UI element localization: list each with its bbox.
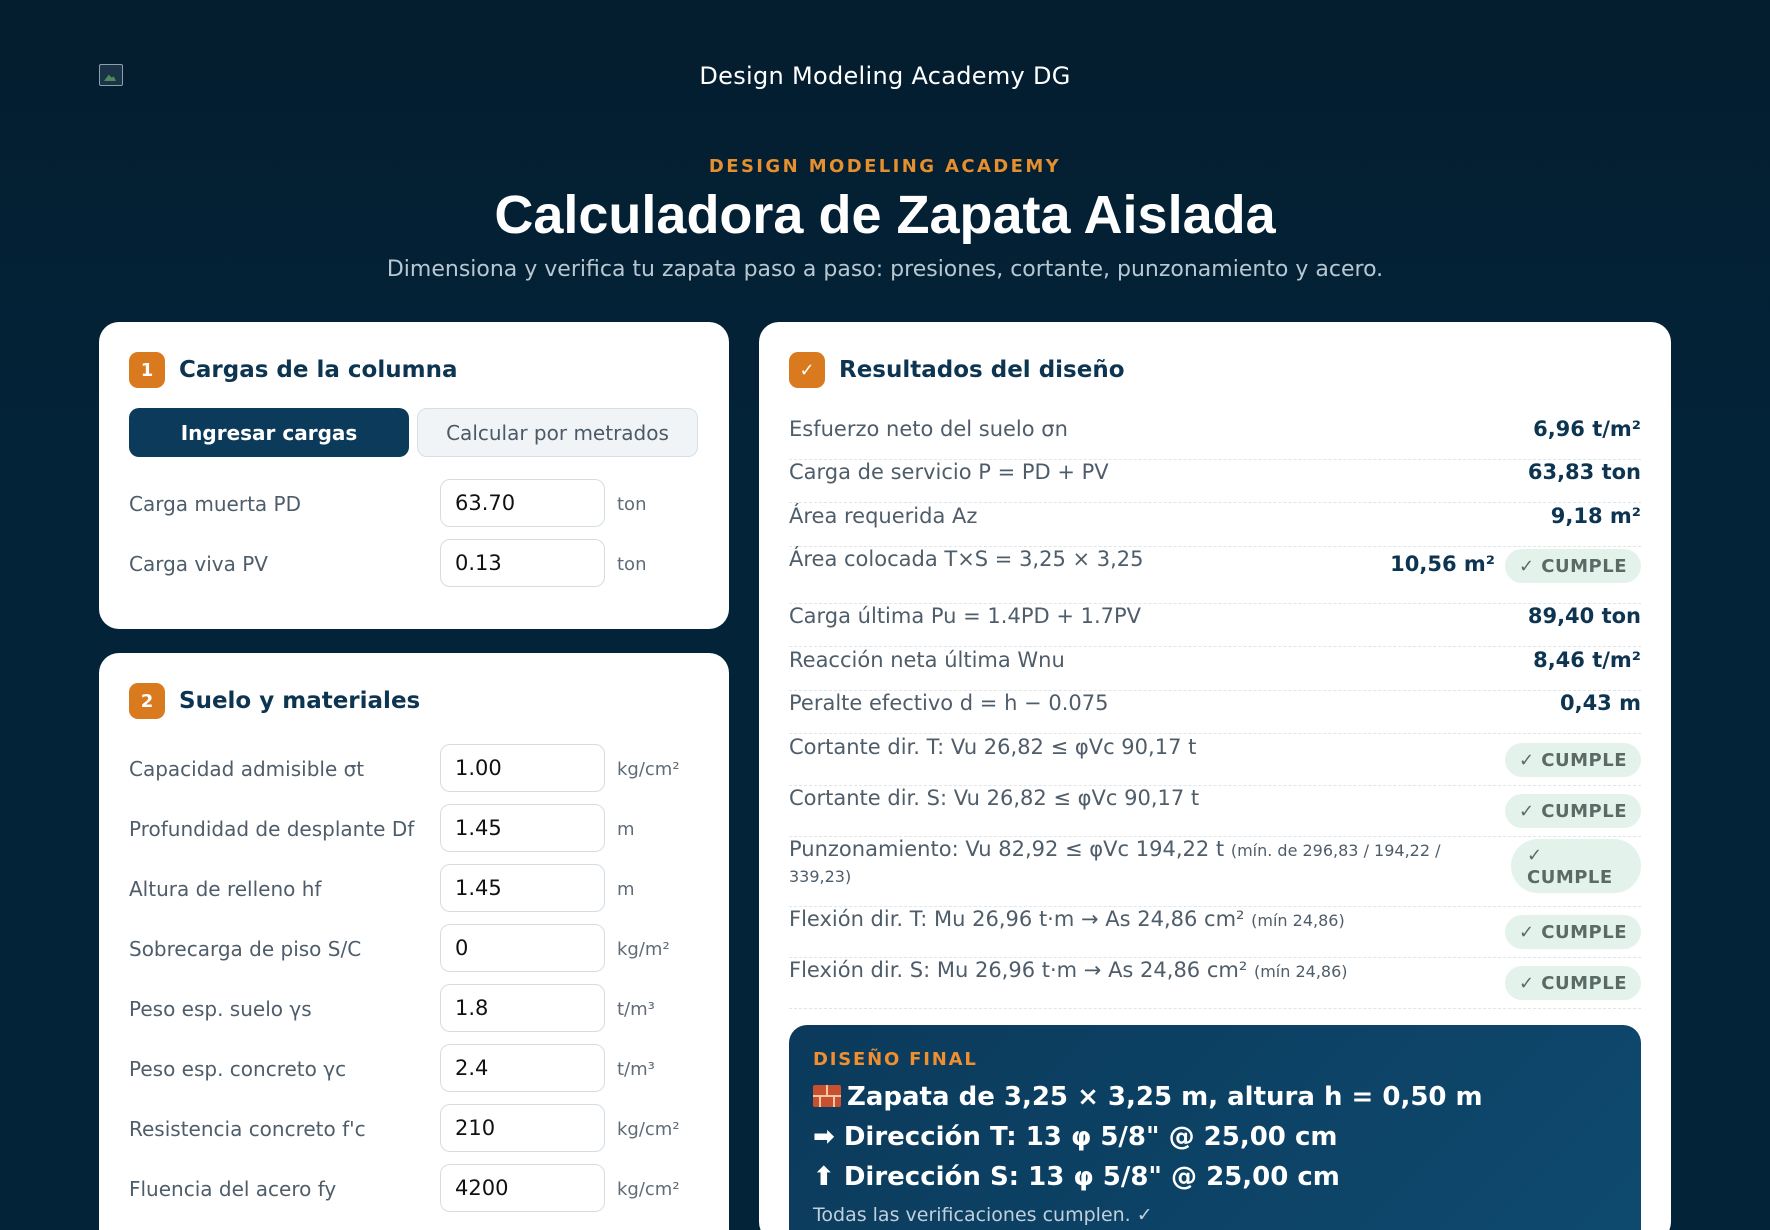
result-row: [789, 786, 1641, 837]
result-label-main: Punzonamiento: Vu 82,92 ≤ φVc 194,22 t: [789, 837, 1225, 861]
result-label: Reacción neta última Wnu: [789, 648, 1065, 672]
result-label-note: (mín. de 296,83 / 194,22 / 339,23): [789, 841, 1441, 886]
result-label-note: (mín 24,86): [1251, 911, 1345, 930]
step-badge-2: 2: [129, 683, 165, 719]
result-label: [789, 958, 1348, 982]
site-name[interactable]: Design Modeling Academy DG: [699, 62, 1071, 90]
result-row: [789, 417, 1641, 460]
result-value: 8,46 t/m²: [1533, 648, 1641, 672]
result-value: 63,83 ton: [1527, 460, 1641, 484]
cargas-card-title: Cargas de la columna: [179, 357, 458, 383]
result-row: [789, 958, 1641, 1009]
field-unit: kg/m²: [617, 939, 670, 960]
field-unit: t/m³: [617, 1059, 655, 1080]
field-label: Profundidad de desplante Df: [129, 817, 415, 841]
result-label: [789, 907, 1345, 931]
result-label: Peralte efectivo d = h − 0.075: [789, 691, 1109, 715]
result-label: Esfuerzo neto del suelo σn: [789, 417, 1068, 441]
status-badge: ✓ CUMPLE: [1505, 743, 1641, 777]
final-design-dir-t: ➡ Dirección T: 13 φ 5/8" @ 25,00 cm: [813, 1122, 1338, 1152]
page-title: Calculadora de Zapata Aislada: [494, 185, 1276, 245]
status-badge-text: CUMPLE: [1527, 867, 1613, 888]
brick-icon: [813, 1085, 841, 1107]
page-eyebrow: DESIGN MODELING ACADEMY: [708, 156, 1062, 177]
field-fluencia-acero: [129, 1164, 699, 1212]
field-unit: ton: [617, 494, 647, 515]
result-value: 0,43 m: [1559, 691, 1641, 715]
field-label: Carga viva PV: [129, 552, 268, 576]
suelo-card: [99, 653, 729, 1230]
result-row: [789, 691, 1641, 734]
final-design-footing: [813, 1082, 1617, 1112]
result-label: Carga última Pu = 1.4PD + 1.7PV: [789, 604, 1142, 628]
field-unit: kg/cm²: [617, 759, 680, 780]
final-design-footing-text: Zapata de 3,25 × 3,25 m, altura h = 0,50 m: [847, 1082, 1483, 1112]
carga-muerta-input[interactable]: [440, 479, 605, 527]
result-value: 10,56 m²: [1390, 552, 1495, 576]
field-profundidad-desplante: [129, 804, 699, 852]
result-value: 89,40 ton: [1527, 604, 1641, 628]
result-label: Carga de servicio P = PD + PV: [789, 460, 1109, 484]
result-label: Cortante dir. T: Vu 26,82 ≤ φVc 90,17 t: [789, 735, 1197, 759]
cargas-card: [99, 322, 729, 629]
cargas-card-header: [129, 352, 699, 388]
status-badge: [1511, 839, 1641, 893]
field-carga-viva: [129, 539, 699, 587]
result-label: [789, 837, 1489, 889]
status-badge: ✓ CUMPLE: [1505, 966, 1641, 1000]
field-resistencia-concreto: [129, 1104, 699, 1152]
status-badge: ✓ CUMPLE: [1505, 794, 1641, 828]
field-unit: kg/cm²: [617, 1119, 680, 1140]
field-label: Fluencia del acero fy: [129, 1177, 337, 1201]
field-carga-muerta: [129, 479, 699, 527]
result-row: [789, 547, 1641, 604]
page-subtitle: Dimensiona y verifica tu zapata paso a paso: presiones, cortante, punzonamiento y acero.: [386, 257, 1384, 282]
profundidad-desplante-input[interactable]: [440, 804, 605, 852]
field-peso-concreto: [129, 1044, 699, 1092]
result-label-main: Flexión dir. T: Mu 26,96 t·m → As 24,86 cm²: [789, 907, 1245, 931]
final-design-eyebrow: DISEÑO FINAL: [813, 1049, 978, 1070]
top-bar: [0, 0, 1770, 150]
field-unit: m: [617, 819, 635, 840]
status-badge-check: ✓: [1527, 845, 1543, 866]
result-row: [789, 460, 1641, 503]
tab-ingresar-cargas[interactable]: Ingresar cargas: [129, 408, 409, 457]
field-unit: m: [617, 879, 635, 900]
field-capacidad-admisible: [129, 744, 699, 792]
field-label: Resistencia concreto f'c: [129, 1117, 366, 1141]
suelo-card-header: [129, 683, 699, 719]
field-sobrecarga-piso: [129, 924, 699, 972]
fluencia-acero-input[interactable]: [440, 1164, 605, 1212]
altura-relleno-input[interactable]: [440, 864, 605, 912]
result-label: Cortante dir. S: Vu 26,82 ≤ φVc 90,17 t: [789, 786, 1200, 810]
result-label: Área requerida Az: [789, 504, 978, 528]
capacidad-admisible-input[interactable]: [440, 744, 605, 792]
resultados-card-header: [789, 352, 1641, 388]
result-label-main: Flexión dir. S: Mu 26,96 t·m → As 24,86 cm²: [789, 958, 1248, 982]
result-row: [789, 504, 1641, 547]
field-label: Peso esp. suelo γs: [129, 997, 312, 1021]
tab-calcular-por-metrados[interactable]: Calcular por metrados: [417, 408, 698, 457]
peso-concreto-input[interactable]: [440, 1044, 605, 1092]
suelo-card-title: Suelo y materiales: [179, 688, 421, 714]
field-label: Peso esp. concreto γc: [129, 1057, 347, 1081]
field-label: Capacidad admisible σt: [129, 757, 365, 781]
field-label: Sobrecarga de piso S/C: [129, 937, 362, 961]
result-label-note: (mín 24,86): [1253, 962, 1348, 981]
result-row: [789, 735, 1641, 786]
field-unit: t/m³: [617, 999, 655, 1020]
resultados-card: [759, 322, 1671, 1230]
field-peso-suelo: [129, 984, 699, 1032]
final-design-panel: [789, 1025, 1641, 1230]
resultados-card-title: Resultados del diseño: [839, 357, 1125, 383]
carga-viva-input[interactable]: [440, 539, 605, 587]
check-badge-icon: ✓: [789, 352, 825, 388]
result-value: 9,18 m²: [1550, 504, 1641, 528]
result-row: [789, 907, 1641, 958]
resistencia-concreto-input[interactable]: [440, 1104, 605, 1152]
status-badge: ✓ CUMPLE: [1505, 549, 1641, 583]
status-badge: ✓ CUMPLE: [1505, 915, 1641, 949]
result-row: [789, 648, 1641, 691]
field-label: Altura de relleno hf: [129, 877, 322, 901]
sobrecarga-piso-input[interactable]: [440, 924, 605, 972]
final-design-note: Todas las verificaciones cumplen. ✓: [813, 1204, 1153, 1226]
field-altura-relleno: [129, 864, 699, 912]
field-unit: ton: [617, 554, 647, 575]
final-design-dir-s: ⬆ Dirección S: 13 φ 5/8" @ 25,00 cm: [813, 1162, 1340, 1192]
field-label: Carga muerta PD: [129, 492, 302, 516]
result-label: Área colocada T×S = 3,25 × 3,25: [789, 547, 1144, 571]
result-row: [789, 604, 1641, 647]
result-row-punzonamiento: [789, 837, 1641, 907]
peso-suelo-input[interactable]: [440, 984, 605, 1032]
result-value: 6,96 t/m²: [1533, 417, 1641, 441]
step-badge-1: 1: [129, 352, 165, 388]
field-unit: kg/cm²: [617, 1179, 680, 1200]
carga-mode-tabs: [129, 408, 699, 457]
